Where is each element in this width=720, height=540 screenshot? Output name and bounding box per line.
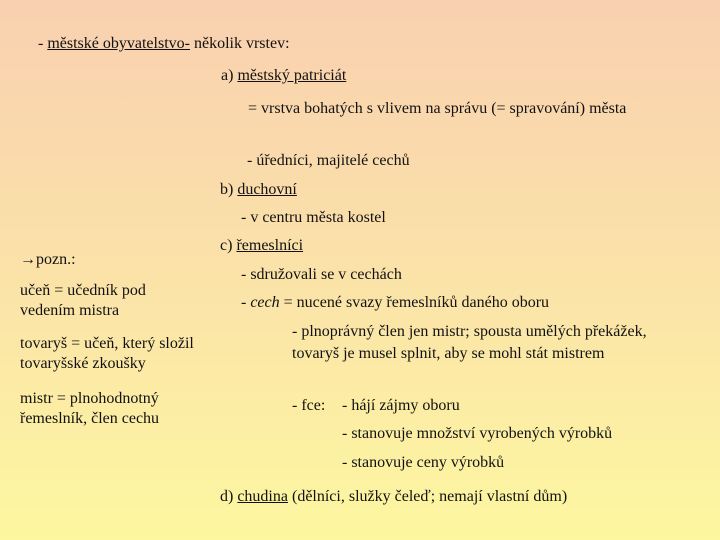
note-item: učeň = učedník pod vedením mistra xyxy=(20,282,146,319)
heading-underlined: městské obyvatelstvo- xyxy=(47,35,190,52)
section-d-line xyxy=(220,487,567,507)
section-d-term: chudina xyxy=(237,488,288,505)
section-a-line1: = vrstva bohatých s vlivem na správu (= spravování) města xyxy=(248,100,627,117)
heading-rest: několik vrstev: xyxy=(189,35,290,52)
section-c-line2-rest: = nucené svazy řemeslníků daného oboru xyxy=(279,294,550,311)
section-a-line2: - úředníci, majitelé cechů xyxy=(247,152,410,169)
section-c-label: c) xyxy=(220,237,237,254)
section-c-title xyxy=(220,236,303,256)
section-b-title xyxy=(220,180,297,200)
section-d-rest: (dělníci, služky čeleď; nemají vlastní dům) xyxy=(287,488,568,505)
note-item: tovaryš = učeň, který složil tovaryšské zkoušky xyxy=(20,335,194,372)
section-c-fce-item: - hájí zájmy oboru xyxy=(342,397,460,414)
section-a-label: a) xyxy=(221,67,238,84)
section-c-line3: - plnoprávný člen jen mistr; spousta umělých překážek, tovaryš je musel splnit, aby se mohl stát mistrem xyxy=(292,323,647,362)
section-c-line2 xyxy=(241,293,549,313)
section-b-term: duchovní xyxy=(237,181,297,198)
section-c-line1: - sdružovali se v cechách xyxy=(241,266,402,283)
section-b-line1: - v centru města kostel xyxy=(241,209,386,226)
note-title-text: pozn.: xyxy=(36,251,76,268)
section-c-line2-prefix: - xyxy=(241,294,251,311)
section-c-fce-label: - fce: xyxy=(292,397,326,414)
arrow-icon: → xyxy=(20,251,36,268)
section-c-fce-item: - stanovuje ceny výrobků xyxy=(342,454,505,471)
section-a-title xyxy=(221,66,346,86)
section-c-fce-item: - stanovuje množství vyrobených výrobků xyxy=(342,425,613,442)
section-c-cech-term: cech xyxy=(250,294,280,311)
note-title xyxy=(20,250,76,270)
section-a-term: městský patriciát xyxy=(237,67,347,84)
heading-prefix: - xyxy=(38,35,48,52)
note-item: mistr = plnohodnotný řemeslník, člen cechu xyxy=(20,390,160,427)
section-b-label: b) xyxy=(220,181,238,198)
heading xyxy=(38,34,290,54)
section-c-term: řemeslníci xyxy=(236,237,304,254)
section-d-label: d) xyxy=(220,488,238,505)
